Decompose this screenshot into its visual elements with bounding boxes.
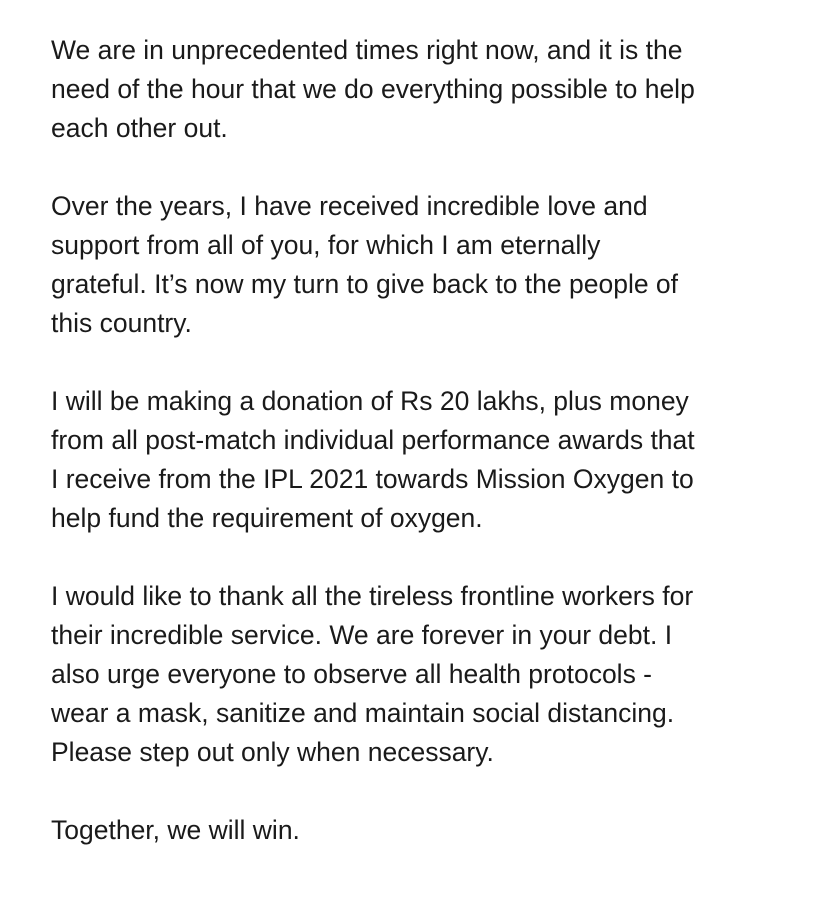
paragraph-thanks-and-protocols — [51, 577, 791, 772]
paragraph-line: I receive from the IPL 2021 towards Mission Oxygen to — [51, 464, 694, 494]
paragraph-line: support from all of you, for which I am eternally — [51, 230, 601, 260]
paragraph-line: Together, we will win. — [51, 815, 300, 845]
paragraph-closing — [51, 811, 791, 850]
paragraph-line: We are in unprecedented times right now, and it is the — [51, 35, 683, 65]
paragraph-line: also urge everyone to observe all health protocols - — [51, 659, 653, 689]
paragraph-line: help fund the requirement of oxygen. — [51, 503, 483, 533]
paragraph-line: I will be making a donation of Rs 20 lakhs, plus money — [51, 386, 689, 416]
paragraph-line: grateful. It’s now my turn to give back to the people of — [51, 269, 679, 299]
paragraph-line: I would like to thank all the tireless frontline workers for — [51, 581, 694, 611]
paragraph-donation — [51, 382, 791, 538]
paragraph-line: wear a mask, sanitize and maintain social distancing. — [51, 698, 675, 728]
statement-body — [51, 31, 791, 850]
paragraph-line: each other out. — [51, 113, 228, 143]
paragraph-line: from all post-match individual performance awards that — [51, 425, 695, 455]
paragraph-line: Please step out only when necessary. — [51, 737, 494, 767]
paragraph-line: this country. — [51, 308, 192, 338]
paragraph-gratitude — [51, 187, 791, 343]
paragraph-unprecedented-times — [51, 31, 791, 148]
paragraph-line: need of the hour that we do everything possible to help — [51, 74, 695, 104]
paragraph-line: their incredible service. We are forever in your debt. I — [51, 620, 673, 650]
paragraph-line: Over the years, I have received incredible love and — [51, 191, 648, 221]
